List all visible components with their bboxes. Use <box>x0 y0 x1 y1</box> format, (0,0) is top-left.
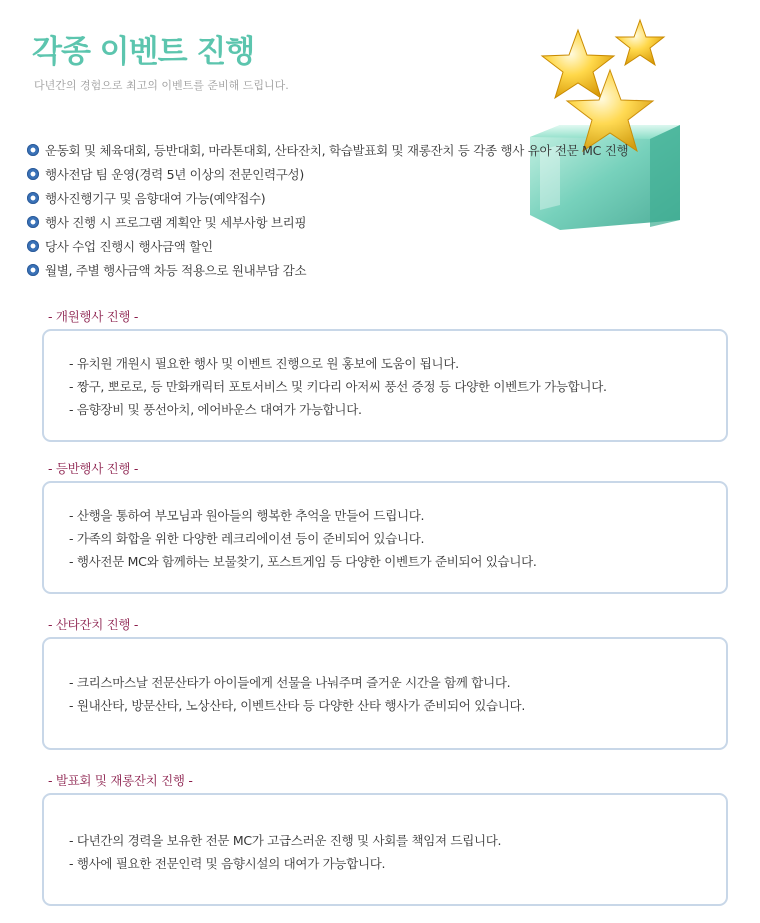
bullet-icon <box>27 264 39 276</box>
list-item: - 짱구, 뽀로로, 등 만화캐릭터 포토서비스 및 키다리 아저씨 풍선 증정 등 다양한 이벤트가 가능합니다. <box>69 379 607 394</box>
page-subtitle: 다년간의 경험으로 최고의 이벤트를 준비해 드립니다. <box>34 79 289 92</box>
section-title-opening: - 개원행사 진행 - <box>48 309 139 324</box>
section-box-santa <box>42 637 728 750</box>
list-item: - 크리스마스날 전문산타가 아이들에게 선물을 나눠주며 즐거운 시간을 함께 합니다. <box>69 675 511 690</box>
page-title: 각종 이벤트 진행 <box>32 34 255 70</box>
bullet-icon <box>27 168 39 180</box>
feature-item: 월별, 주별 행사금액 차등 적용으로 원내부담 감소 <box>27 258 628 282</box>
list-item: - 산행을 통하여 부모님과 원아들의 행복한 추억을 만들어 드립니다. <box>69 508 425 523</box>
feature-item: 당사 수업 진행시 행사금액 할인 <box>27 234 628 258</box>
section-title-recital: - 발표회 및 재롱잔치 진행 - <box>48 773 193 788</box>
section-box-opening <box>42 329 728 442</box>
bullet-icon <box>27 240 39 252</box>
list-item: - 행사에 필요한 전문인력 및 음향시설의 대여가 가능합니다. <box>69 856 386 871</box>
bullet-icon <box>27 192 39 204</box>
bullet-icon <box>27 216 39 228</box>
section-box-recital <box>42 793 728 906</box>
list-item: - 음향장비 및 풍선아치, 에어바운스 대여가 가능합니다. <box>69 402 362 417</box>
list-item: - 원내산타, 방문산타, 노상산타, 이벤트산타 등 다양한 산타 행사가 준비되어 있습니다. <box>69 698 525 713</box>
bullet-icon <box>27 144 39 156</box>
feature-item: 행사전담 팀 운영(경력 5년 이상의 전문인력구성) <box>27 162 628 186</box>
list-item: - 다년간의 경력을 보유한 전문 MC가 고급스러운 진행 및 사회를 책임져 드립니다. <box>69 833 502 848</box>
list-item: - 유치원 개원시 필요한 행사 및 이벤트 진행으로 원 홍보에 도움이 됩니다. <box>69 356 459 371</box>
feature-item: 행사 진행 시 프로그램 계획안 및 세부사항 브리핑 <box>27 210 628 234</box>
feature-list <box>27 138 628 282</box>
list-item: - 행사전문 MC와 함께하는 보물찾기, 포스트게임 등 다양한 이벤트가 준비되어 있습니다. <box>69 554 537 569</box>
section-box-hiking <box>42 481 728 594</box>
feature-item: 행사진행기구 및 음향대여 가능(예약접수) <box>27 186 628 210</box>
section-title-santa: - 산타잔치 진행 - <box>48 617 139 632</box>
list-item: - 가족의 화합을 위한 다양한 레크리에이션 등이 준비되어 있습니다. <box>69 531 425 546</box>
feature-item: 운동회 및 체육대회, 등반대회, 마라톤대회, 산타잔치, 학습발표회 및 재롱잔치 등 각종 행사 유아 전문 MC 진행 <box>27 138 628 162</box>
section-title-hiking: - 등반행사 진행 - <box>48 461 139 476</box>
